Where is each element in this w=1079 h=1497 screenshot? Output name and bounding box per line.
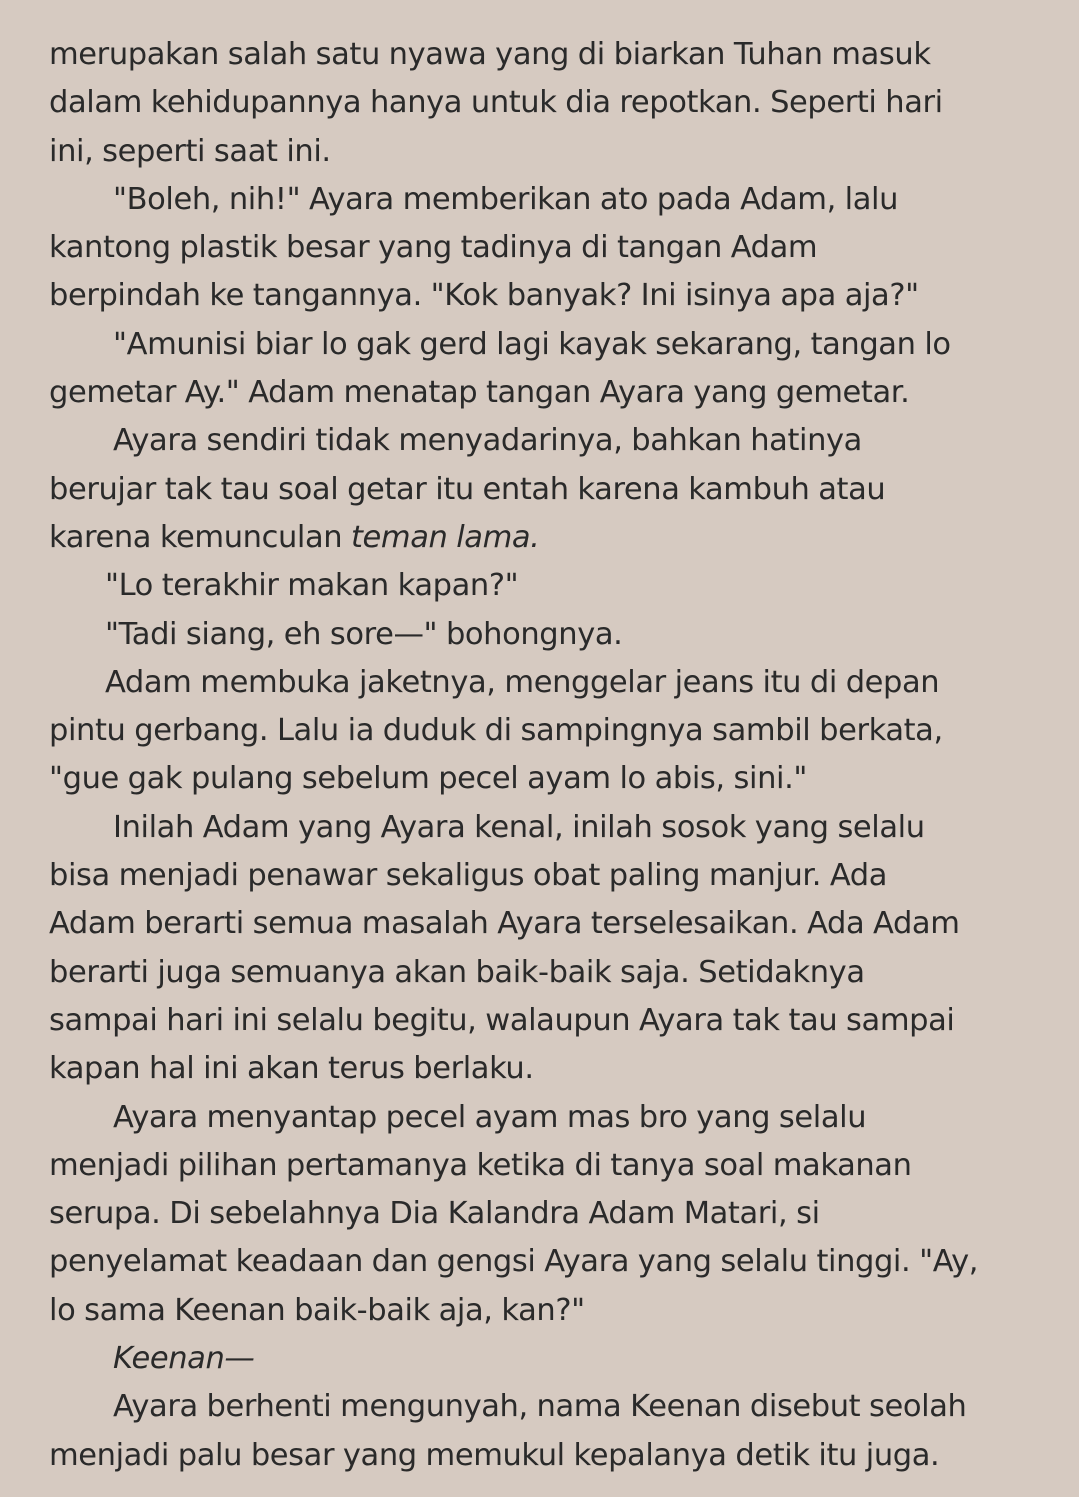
paragraph-2	[49, 176, 1039, 321]
text-plain: karena kemunculan	[49, 519, 351, 555]
text-line: serupa. Di sebelahnya Dia Kalandra Adam Matari, si	[49, 1196, 820, 1232]
text-line: menjadi palu besar yang memukul kepalanya detik itu juga.	[49, 1437, 940, 1473]
text-line: Ayara sendiri tidak menyadarinya, bahkan hatinya	[113, 423, 862, 459]
paragraph-11	[49, 1383, 1039, 1480]
text-line: Inilah Adam yang Ayara kenal, inilah sosok yang selalu	[113, 809, 925, 845]
text-line: "Tadi siang, eh sore—" bohongnya.	[105, 616, 623, 652]
text-line: bisa menjadi penawar sekaligus obat paling manjur. Ada	[49, 858, 888, 894]
text-line: "Lo terakhir makan kapan?"	[105, 568, 519, 604]
text-line: Adam berarti semua masalah Ayara terselesaikan. Ada Adam	[49, 906, 960, 942]
text-line: "Amunisi biar lo gak gerd lagi kayak sekarang, tangan lo	[113, 326, 951, 362]
paragraph-3	[49, 321, 1039, 418]
text-line: Adam membuka jaketnya, menggelar jeans itu di depan	[105, 664, 940, 700]
text-line: sampai hari ini selalu begitu, walaupun Ayara tak tau sampai	[49, 1002, 955, 1038]
text-line: berpindah ke tangannya. "Kok banyak? Ini isinya apa aja?"	[49, 278, 919, 314]
text-line: "gue gak pulang sebelum pecel ayam lo abis, sini."	[49, 761, 808, 797]
text-line: merupakan salah satu nyawa yang di biarkan Tuhan masuk	[49, 37, 931, 72]
paragraph-7	[49, 659, 1039, 804]
paragraph-10	[49, 1335, 1039, 1383]
text-italic: Keenan—	[113, 1341, 255, 1377]
text-line: berarti juga semuanya akan baik-baik saja. Setidaknya	[49, 954, 865, 990]
text-line: Ayara menyantap pecel ayam mas bro yang selalu	[113, 1099, 867, 1135]
text-line: gemetar Ay." Adam menatap tangan Ayara yang gemetar.	[49, 375, 910, 411]
text-line	[49, 514, 1039, 562]
paragraph-8	[49, 804, 1039, 1094]
paragraph-5	[49, 562, 1039, 610]
paragraph-9	[49, 1094, 1039, 1335]
text-line	[49, 1335, 1039, 1383]
text-line: "Boleh, nih!" Ayara memberikan ato pada Adam, lalu	[113, 181, 899, 217]
paragraph-1	[49, 31, 1039, 176]
text-line: pintu gerbang. Lalu ia duduk di sampingnya sambil berkata,	[49, 713, 943, 749]
text-line: dalam kehidupannya hanya untuk dia repotkan. Seperti hari	[49, 85, 943, 121]
text-line: kapan hal ini akan terus berlaku.	[49, 1051, 534, 1087]
text-line: menjadi pilihan pertamanya ketika di tanya soal makanan	[49, 1147, 912, 1183]
text-line: penyelamat keadaan dan gengsi Ayara yang selalu tinggi. "Ay,	[49, 1244, 979, 1280]
text-line: lo sama Keenan baik-baik aja, kan?"	[49, 1292, 585, 1328]
paragraph-4	[49, 417, 1039, 562]
text-line: berujar tak tau soal getar itu entah karena kambuh atau	[49, 471, 886, 507]
text-line: Ayara berhenti mengunyah, nama Keenan disebut seolah	[113, 1389, 967, 1425]
paragraph-6	[49, 611, 1039, 659]
text-line: kantong plastik besar yang tadinya di tangan Adam	[49, 230, 818, 266]
text-line: ini, seperti saat ini.	[49, 133, 331, 169]
text-italic: teman lama.	[350, 519, 540, 555]
